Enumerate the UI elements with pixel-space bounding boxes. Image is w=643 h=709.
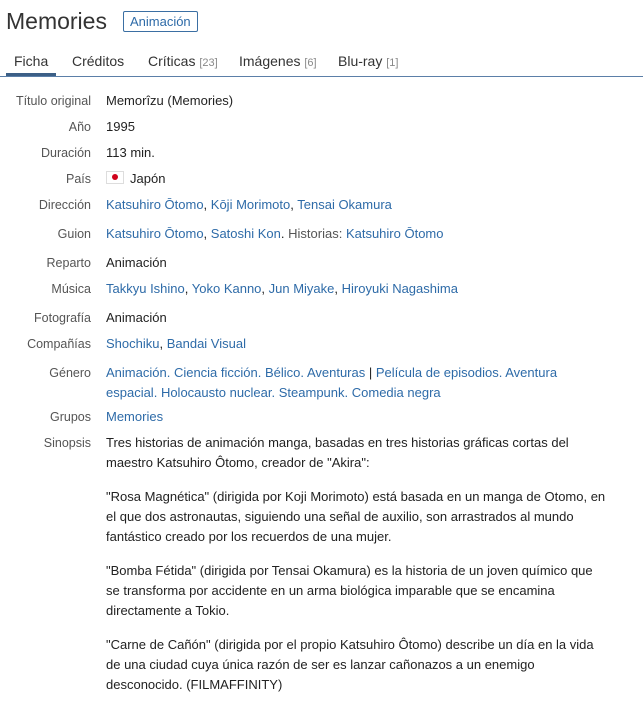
value-duration: 113 min.: [106, 145, 155, 160]
value-original-title: Memorîzu (Memories): [106, 93, 234, 108]
value-year: 1995: [106, 119, 135, 134]
topic-link[interactable]: Película de episodios: [375, 365, 499, 380]
composer-link[interactable]: Jun Miyake: [268, 281, 335, 296]
label-original-title: Título original: [15, 94, 91, 108]
writer-link[interactable]: Katsuhiro Ōtomo: [106, 226, 204, 241]
value-genre: Animación. Ciencia ficción. Bélico. Aventuras | Película de episodios. Aventura espacial. Holocausto nuclear. Steampunk. Comedia negra: [106, 365, 558, 400]
value-country: [106, 169, 606, 189]
company-link[interactable]: Bandai Visual: [166, 336, 246, 351]
active-tab-indicator: [6, 73, 56, 76]
label-country: País: [65, 172, 91, 186]
value-synopsis: [106, 433, 606, 709]
topic-link[interactable]: Aventura espacial: [106, 365, 558, 400]
label-duration: Duración: [40, 146, 91, 160]
value-cast: Animación: [106, 255, 167, 270]
tab-bar: [0, 50, 643, 77]
synopsis-paragraph: "Bomba Fétida" (dirigida por Tensai Okamura) es la historia de un joven químico que se transforma por accidente en un arma biológica imparable que se encamina directamente a Tokio.: [106, 563, 593, 618]
tab-imagenes[interactable]: [239, 53, 317, 69]
value-companies: Shochiku, Bandai Visual: [106, 336, 246, 351]
tab-creditos[interactable]: [72, 53, 124, 69]
label-year: Año: [68, 120, 91, 134]
label-cast: Reparto: [46, 256, 91, 270]
composer-link[interactable]: Yoko Kanno: [191, 281, 262, 296]
stories-label: Historias:: [288, 226, 343, 241]
japan-flag-icon: [106, 171, 124, 184]
tab-label: Créditos: [72, 53, 125, 69]
label-synopsis: Sinopsis: [43, 436, 91, 450]
label-direction: Dirección: [38, 198, 91, 212]
tab-count: [23]: [199, 57, 218, 69]
company-link[interactable]: Shochiku: [106, 336, 160, 351]
topic-link[interactable]: Comedia negra: [351, 385, 441, 400]
synopsis-paragraph: Tres historias de animación manga, basadas en tres historias gráficas cortas del maestro Katsuhiro Ôtomo, creador de "Akira":: [106, 435, 569, 470]
tab-label: Blu-ray: [338, 53, 383, 69]
director-link[interactable]: Tensai Okamura: [297, 197, 392, 212]
genre-link[interactable]: Bélico: [265, 365, 301, 380]
country-name: Japón: [130, 171, 166, 186]
group-link[interactable]: Memories: [106, 409, 164, 424]
stories-writer-link[interactable]: Katsuhiro Ōtomo: [345, 226, 444, 241]
topic-link[interactable]: Holocausto nuclear: [160, 385, 272, 400]
value-script: Katsuhiro Ōtomo, Satoshi Kon. Historias: Katsuhiro Ōtomo: [106, 226, 444, 241]
tab-bluray[interactable]: [338, 53, 398, 69]
tab-count: [1]: [386, 57, 399, 69]
label-script: Guion: [57, 227, 91, 241]
value-photo: Animación: [106, 310, 167, 325]
label-genre: Género: [49, 366, 91, 380]
tab-count: [6]: [304, 57, 317, 69]
tab-ficha[interactable]: [14, 53, 48, 69]
label-groups: Grupos: [50, 410, 91, 424]
writer-link[interactable]: Satoshi Kon: [210, 226, 281, 241]
composer-link[interactable]: Takkyu Ishino: [106, 281, 185, 296]
label-music: Música: [51, 282, 91, 296]
director-link[interactable]: Katsuhiro Ōtomo: [106, 197, 204, 212]
tab-label: Críticas: [148, 53, 196, 69]
synopsis-paragraph: "Rosa Magnética" (dirigida por Koji Morimoto) está basada en un manga de Otomo, en el que dos astronautas, siguiendo una señal de auxilio, son arrastrados al mundo fantástico creado por los recuerdos de una mujer.: [106, 489, 606, 544]
genre-link[interactable]: Ciencia ficción: [173, 365, 258, 380]
topic-link[interactable]: Steampunk: [278, 385, 345, 400]
value-direction: Katsuhiro Ōtomo, Kōji Morimoto, Tensai Okamura: [106, 197, 392, 212]
genre-separator: |: [368, 365, 373, 380]
tab-label: Imágenes: [239, 53, 301, 69]
genre-link[interactable]: Aventuras: [306, 365, 366, 380]
value-groups: [106, 407, 606, 427]
label-companies: Compañías: [27, 337, 91, 351]
tab-criticas[interactable]: [148, 53, 218, 69]
composer-link[interactable]: Hiroyuki Nagashima: [341, 281, 458, 296]
synopsis-paragraph: "Carne de Cañón" (dirigida por el propio Katsuhiro Ôtomo) describe un día en la vida de una ciudad cuya única razón de ser es lanzar cañonazos a un enemigo desconocido. (FILMAFFINITY): [106, 637, 594, 692]
genre-link[interactable]: Animación: [106, 365, 167, 380]
genre-badge[interactable]: Animación: [123, 11, 198, 32]
page-header: [6, 8, 198, 35]
page-title: Memories: [6, 8, 107, 34]
label-photo: Fotografía: [34, 311, 91, 325]
director-link[interactable]: Kōji Morimoto: [210, 197, 291, 212]
tab-label: Ficha: [14, 53, 49, 69]
value-music: Takkyu Ishino, Yoko Kanno, Jun Miyake, Hiroyuki Nagashima: [106, 281, 458, 296]
